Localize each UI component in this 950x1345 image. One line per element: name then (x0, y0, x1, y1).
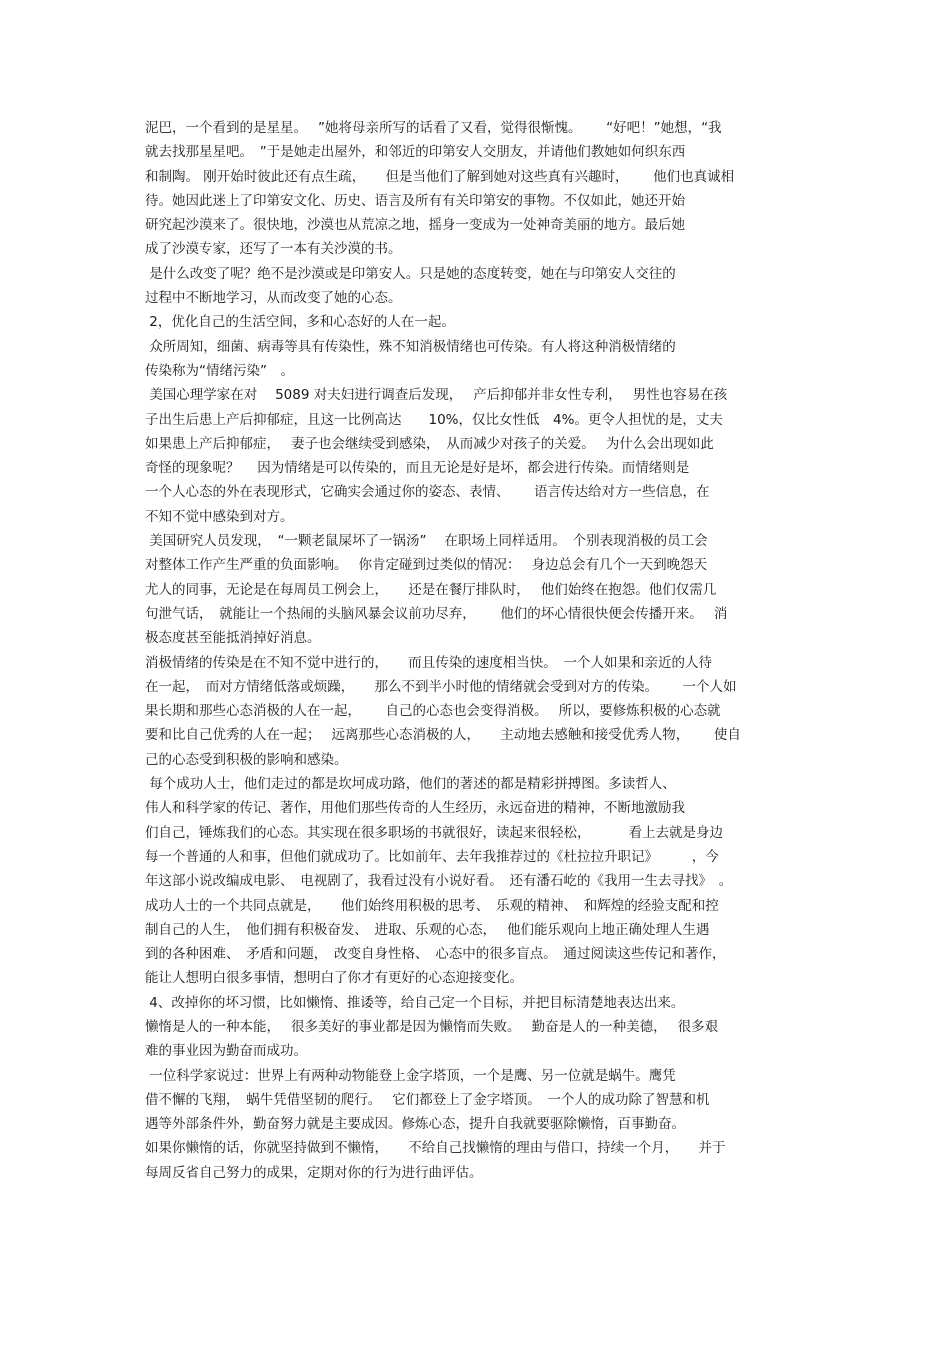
text-line: 如果患上产后抑郁症， 妻子也会继续受到感染， 从而减少对孩子的关爱。 为什么会出现如此 (145, 435, 714, 452)
text-line: 尤人的同事，无论是在每周员工例会上， 还是在餐厅排队时， 他们始终在抱怨。他们仅需几 (145, 581, 717, 598)
text-line: 奇怪的现象呢？ 因为情绪是可以传染的，而且无论是好是坏，都会进行传染。而情绪则是 (145, 460, 690, 477)
text-line: 能让人想明白很多事情，想明白了你才有更好的心态迎接变化。 (145, 970, 523, 987)
text-line: 美国心理学家在对 5089 对夫妇进行调查后发现， 产后抑郁并非女性专利， 男性也容易在孩 (145, 387, 728, 404)
text-line: 果长期和那些心态消极的人在一起， 自己的心态也会变得消极。 所以，要修炼积极的心态就 (145, 703, 721, 720)
text-line: 在一起， 而对方情绪低落或烦躁， 那么不到半小时他的情绪就会受到对方的传染。 一个人如 (145, 678, 737, 695)
text-line: 句泄气话， 就能让一个热闹的头脑风暴会议前功尽弃， 他们的坏心情很快便会传播开来。 消 (145, 605, 728, 622)
text-line: 4、改掉你的坏习惯，比如懒惰、推诿等，给自己定一个目标，并把目标清楚地表达出来。 (145, 994, 685, 1011)
text-line: 伟人和科学家的传记、著作，用他们那些传奇的人生经历，永远奋进的精神，不断地激励我 (145, 800, 685, 817)
text-line: 一个人心态的外在表现形式，它确实会通过你的姿态、表情、 语言传达给对方一些信息，在 (145, 484, 710, 501)
text-line: 消极情绪的传染是在不知不觉中进行的， 而且传染的速度相当快。 一个人如果和亲近的人待 (145, 654, 712, 671)
text-line: 传染称为“情绪污染” 。 (145, 362, 294, 379)
text-line: 每个成功人士，他们走过的都是坎坷成功路，他们的著述的都是精彩拼搏图。多读哲人、 (145, 776, 676, 793)
text-line: 每一个普通的人和事，但他们就成功了。比如前年、去年我推荐过的《杜拉拉升职记》 ，今 (145, 848, 719, 865)
text-line: 子出生后患上产后抑郁症，且这一比例高达 10%，仅比女性低 4%。更令人担忧的是，丈夫 (145, 411, 723, 428)
text-line: 懒惰是人的一种本能， 很多美好的事业都是因为懒惰而失败。 勤奋是人的一种美德， 很多艰 (145, 1018, 719, 1035)
text-line: 泥巴，一个看到的是星星。 ”她将母亲所写的话看了又看，觉得很惭愧。 “好吧！”她想，“我 (145, 120, 722, 136)
text-line: 美国研究人员发现， “一颗老鼠屎坏了一锅汤” 在职场上同样适用。 个别表现消极的员工会 (145, 533, 708, 550)
text-line: 就去找那星星吧。 ”于是她走出屋外，和邻近的印第安人交朋友，并请他们教她如何织东西 (145, 144, 686, 161)
text-line: 每周反省自己努力的成果，定期对你的行为进行曲评估。 (145, 1164, 483, 1181)
text-line: 制自己的人生， 他们拥有积极奋发、 进取、乐观的心态， 他们能乐观向上地正确处理人生遇 (145, 921, 710, 938)
text-line: 己的心态受到积极的影响和感染。 (145, 751, 348, 768)
text-line: 要和比自己优秀的人在一起； 远离那些心态消极的人， 主动地去感触和接受优秀人物， 使自 (145, 727, 741, 744)
text-line: 对整体工作产生严重的负面影响。 你肯定碰到过类似的情况： 身边总会有几个一天到晚怨天 (145, 557, 708, 574)
text-line: 不知不觉中感染到对方。 (145, 508, 294, 525)
text-line: 和制陶。 刚开始时彼此还有点生疏， 但是当他们了解到她对这些真有兴趣时， 他们也真诚相 (145, 168, 735, 185)
text-line: 研究起沙漠来了。很快地，沙漠也从荒凉之地，摇身一变成为一处神奇美丽的地方。最后她 (145, 217, 685, 234)
text-line: 是什么改变了呢？绝不是沙漠或是印第安人。只是她的态度转变，她在与印第安人交往的 (145, 265, 676, 282)
document-body (145, 116, 810, 1185)
text-line: 2，优化自己的生活空间，多和心态好的人在一起。 (145, 314, 455, 331)
text-line: 年这部小说改编成电影、 电视剧了，我看过没有小说好看。 还有潘石屹的《我用一生去寻找》 。 (145, 873, 733, 890)
text-line: 到的各种困难、 矛盾和问题， 改变自身性格、 心态中的很多盲点。 通过阅读这些传记和著作， (145, 946, 726, 963)
text-line: 难的事业因为勤奋而成功。 (145, 1043, 307, 1060)
text-line: 一位科学家说过：世界上有两种动物能登上金字塔顶，一个是鹰、另一位就是蜗牛。鹰凭 (145, 1067, 676, 1084)
text-line: 成功人士的一个共同点就是， 他们始终用积极的思考、 乐观的精神、 和辉煌的经验支配和控 (145, 897, 719, 914)
text-line: 遇等外部条件外，勤奋努力就是主要成因。修炼心态，提升自我就要驱除懒惰，百事勤奋。 (145, 1116, 685, 1133)
text-line: 借不懈的飞翔， 蜗牛凭借坚韧的爬行。 它们都登上了金字塔顶。 一个人的成功除了智慧和机 (145, 1091, 710, 1108)
text-line: 如果你懒惰的话，你就坚持做到不懒惰， 不给自己找懒惰的理由与借口，持续一个月， 并于 (145, 1140, 726, 1157)
text-line: 极态度甚至能抵消掉好消息。 (145, 630, 321, 647)
text-line: 成了沙漠专家，还写了一本有关沙漠的书。 (145, 241, 402, 258)
text-line: 们自己，锤炼我们的心态。其实现在很多职场的书就很好，读起来很轻松， 看上去就是身边 (145, 824, 724, 841)
text-line: 过程中不断地学习，从而改变了她的心态。 (145, 290, 402, 307)
text-line: 待。她因此迷上了印第安文化、历史、语言及所有有关印第安的事物。不仅如此，她还开始 (145, 192, 685, 209)
text-line: 众所周知，细菌、病毒等具有传染性，殊不知消极情绪也可传染。有人将这种消极情绪的 (145, 338, 676, 355)
